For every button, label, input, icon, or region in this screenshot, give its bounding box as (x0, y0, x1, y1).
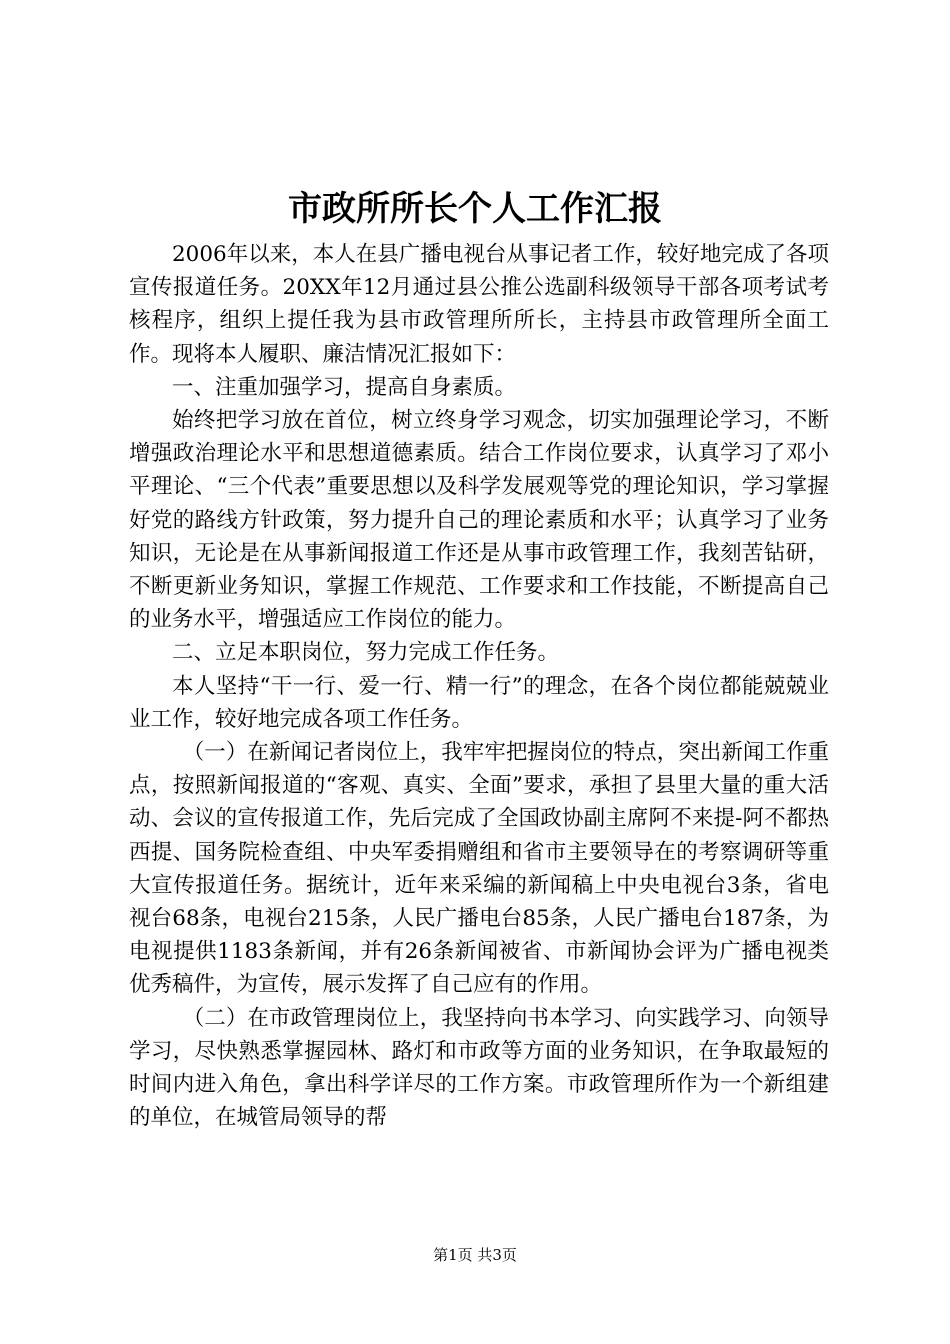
paragraph-principle: 本人坚持“干一行、爱一行、精一行”的理念，在各个岗位都能兢兢业业工作，较好地完成各项工作任务。 (129, 673, 829, 732)
paragraph-intro: 2006年以来，本人在县广播电视台从事记者工作，较好地完成了各项宣传报道任务。20XX年12月通过县公推公选副科级领导干部各项考试考核程序，组织上提任我为县市政管理所所长，主持县市政管理所全面工作。现将本人履职、廉洁情况汇报如下： (129, 242, 829, 367)
paragraph-journalist: （一）在新闻记者岗位上，我牢牢把握岗位的特点，突出新闻工作重点，按照新闻报道的“客观、真实、全面”要求，承担了县里大量的重大活动、会议的宣传报道工作，先后完成了全国政协副主席阿不来提-阿不都热西提、国务院检查组、中央军委捐赠组和省市主要领导在的考察调研等重大宣传报道任务。据统计，近年来采编的新闻稿上中央电视台3条，省电视台68条，电视台215条，人民广播电台85条，人民广播电台187条，为电视提供1183条新闻，并有26条新闻被省、市新闻协会评为广播电视类优秀稿件，为宣传，展示发挥了自己应有的作用。 (129, 740, 829, 998)
paragraph-municipal: （二）在市政管理岗位上，我坚持向书本学习、向实践学习、向领导学习，尽快熟悉掌握园林、路灯和市政等方面的业务知识，在争取最短的时间内进入角色，拿出科学详尽的工作方案。市政管理所作为一个新组建的单位，在城管局领导的帮 (129, 1005, 829, 1131)
document-body (129, 238, 829, 1134)
paragraph-study: 始终把学习放在首位，树立终身学习观念，切实加强理论学习，不断增强政治理论水平和思想道德素质。结合工作岗位要求，认真学习了邓小平理论、“三个代表”重要思想以及科学发展观等党的理论知识，学习掌握好党的路线方针政策，努力提升自己的理论素质和水平；认真学习了业务知识，无论是在从事新闻报道工作还是从事市政管理工作，我刻苦钻研，不断更新业务知识，掌握工作规范、工作要求和工作技能，不断提高自己的业务水平，增强适应工作岗位的能力。 (129, 408, 829, 633)
section-heading-2: 二、立足本职岗位，努力完成工作任务。 (172, 640, 560, 666)
section-heading-1: 一、注重加强学习，提高自身素质。 (172, 374, 517, 400)
document-title: 市政所所长个人工作汇报 (288, 189, 662, 229)
page-footer: 第1页 共3页 (433, 1246, 517, 1264)
